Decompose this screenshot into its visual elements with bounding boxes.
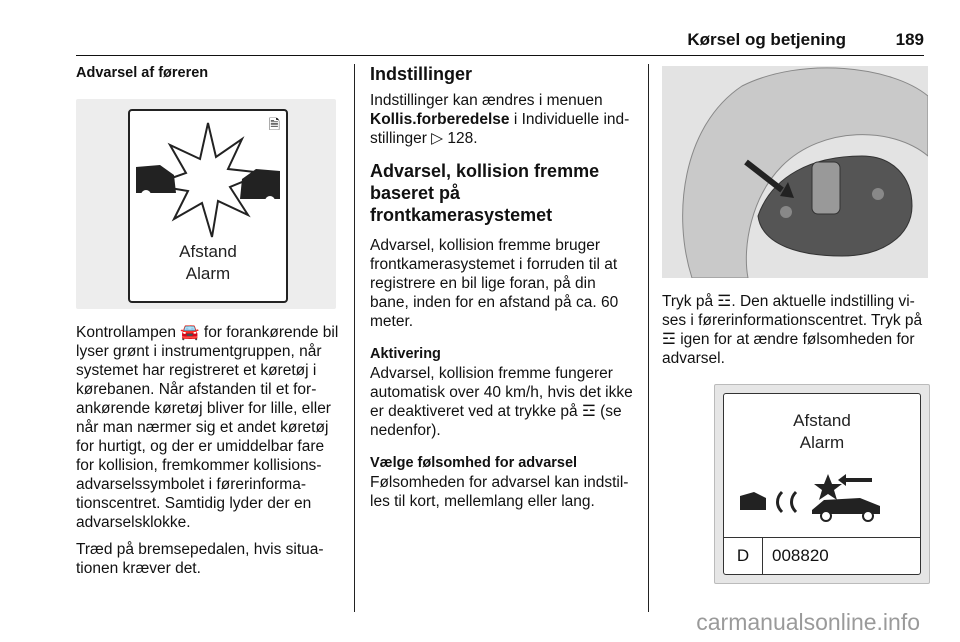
airbag-indicator-icon: 🗎 <box>268 116 280 132</box>
paragraph: Kontrollampen 🚘 for forankørende bil lyser grønt i instrumentgruppen, når systemet har registreret et køretøj i kørebanen. Når afstanden til et forankørende køretøj bliver for lille, eller når man nærmer sig et andet køretøj for hurtigt, og der er umiddelbar fare for kollision, fremkommer kollisionsadvarselssymbolet i førerinformationscentret. Samtidig lyder der en advarselsklokke. <box>76 324 339 531</box>
driver-info-display <box>723 393 921 575</box>
sensitivity-display-figure <box>714 384 930 584</box>
car-rear-icon <box>812 498 880 521</box>
heading-front-collision: Advarsel, kollision fremme baseret på frontkamerasystemet <box>370 161 600 225</box>
steering-wheel-illustration <box>662 66 928 278</box>
menu-name: Kollis.forberedelse <box>370 111 510 128</box>
car-front-icon: 🚘 <box>180 324 200 341</box>
paragraph: Advarsel, kollision fremme fungerer automatisk over 40 km/h, hvis det ikke er deaktiveret ved at trykke på ☲ (se nedenfor). <box>370 365 633 439</box>
distance-button-icon: ☲ <box>581 403 596 420</box>
collision-alarm-figure <box>76 99 336 309</box>
heading-settings: Indstillinger <box>370 64 473 84</box>
distance-button-icon: ☲ <box>717 293 732 310</box>
steering-wheel-figure <box>662 66 928 278</box>
section-label: Advarsel af føreren <box>76 65 209 81</box>
figure-code-number: 008820 <box>772 546 829 565</box>
figure-label: Afstand Alarm <box>179 242 237 283</box>
warning-display <box>128 109 288 303</box>
column-left <box>76 64 340 586</box>
collision-star-icon <box>814 474 842 500</box>
heading-activation: Aktivering <box>370 346 441 362</box>
distance-button-icon: ☲ <box>662 331 676 348</box>
paragraph: Indstillinger kan ændres i menuen Kollis.forberedelse i Individuelle indstillinger ▷ 128. <box>370 92 630 147</box>
watermark: carmanualsonline.info <box>696 609 920 635</box>
chapter-title: Kørsel og betjening <box>687 30 846 49</box>
page-header <box>76 24 924 56</box>
paragraph: Følsomheden for advarsel kan indstilles til kort, mellemlang eller lang. <box>370 474 629 510</box>
display-label: Afstand Alarm <box>793 411 851 452</box>
paragraph: Advarsel, kollision fremme bruger frontkamerasystemet i forruden til at registrere en bil lige foran, på din bane, inden for en afstand på ca. 60 meter. <box>370 237 619 330</box>
header-rule <box>76 55 924 56</box>
figure-code-letter: D <box>724 538 763 574</box>
distance-setting-icon <box>734 466 914 526</box>
figure-code <box>724 537 920 574</box>
heading-sensitivity: Vælge følsomhed for advarsel <box>370 455 578 471</box>
paragraph: Tryk på ☲. Den aktuelle indstilling vises i førerinformationscentret. Tryk på ☲ igen for at ændre følsomheden for advarsel. <box>662 293 923 367</box>
column-middle <box>370 64 634 519</box>
column-divider <box>354 64 355 612</box>
page-number: 189 <box>895 30 924 49</box>
paragraph: Træd på bremsepedalen, hvis situationen kræver det. <box>76 541 324 577</box>
page-ref-arrow-icon: ▷ <box>431 130 444 147</box>
car-front-icon <box>740 492 766 510</box>
column-right <box>662 64 928 584</box>
column-divider <box>648 64 649 612</box>
car-left-icon <box>136 165 176 200</box>
